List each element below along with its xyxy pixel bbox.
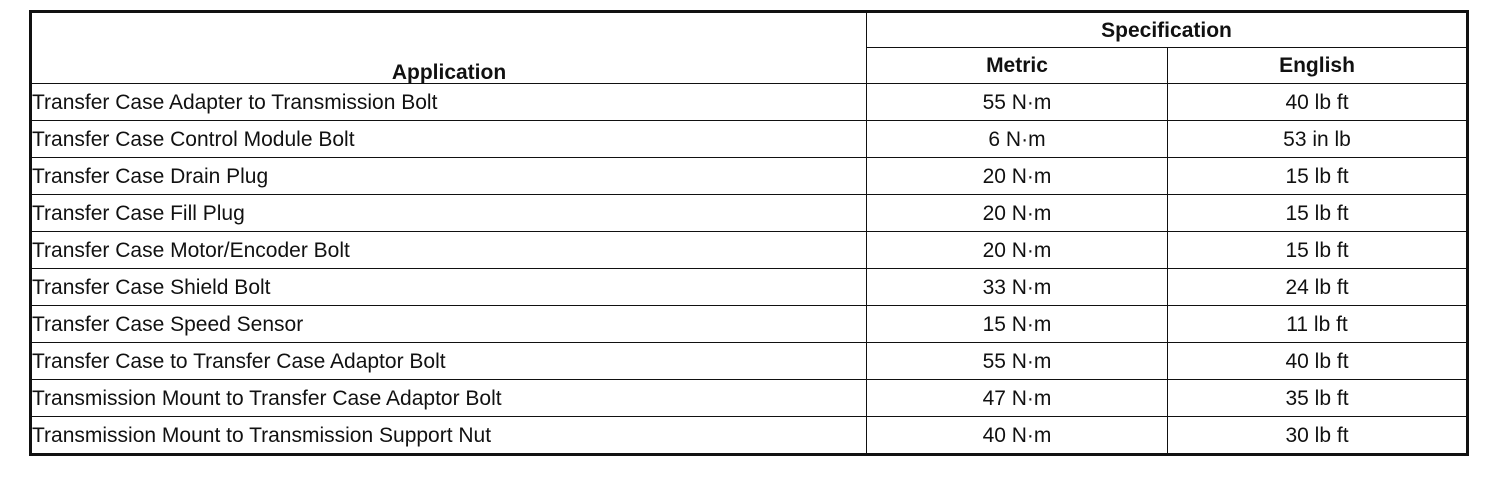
metric-cell: 6 N·m <box>867 121 1168 158</box>
english-cell: 40 lb ft <box>1168 343 1468 380</box>
table-row <box>31 232 1468 269</box>
metric-cell: 20 N·m <box>867 232 1168 269</box>
table-header <box>31 12 1468 84</box>
english-cell: 15 lb ft <box>1168 158 1468 195</box>
table-row <box>31 306 1468 343</box>
metric-cell: 55 N·m <box>867 84 1168 121</box>
table-row <box>31 269 1468 306</box>
header-english: English <box>1168 48 1468 84</box>
table-row <box>31 195 1468 232</box>
table-row <box>31 417 1468 455</box>
table-row <box>31 158 1468 195</box>
application-cell: Transmission Mount to Transmission Support Nut <box>31 417 867 455</box>
application-cell: Transfer Case Control Module Bolt <box>31 121 867 158</box>
header-application: Application <box>31 12 867 84</box>
table-row <box>31 121 1468 158</box>
english-cell: 53 in lb <box>1168 121 1468 158</box>
metric-cell: 40 N·m <box>867 417 1168 455</box>
english-cell: 15 lb ft <box>1168 232 1468 269</box>
metric-cell: 33 N·m <box>867 269 1168 306</box>
application-cell: Transfer Case Motor/Encoder Bolt <box>31 232 867 269</box>
header-metric: Metric <box>867 48 1168 84</box>
english-cell: 24 lb ft <box>1168 269 1468 306</box>
application-cell: Transfer Case Speed Sensor <box>31 306 867 343</box>
table-row <box>31 343 1468 380</box>
english-cell: 35 lb ft <box>1168 380 1468 417</box>
english-cell: 40 lb ft <box>1168 84 1468 121</box>
table-body <box>31 84 1468 455</box>
english-cell: 15 lb ft <box>1168 195 1468 232</box>
table-row <box>31 380 1468 417</box>
english-cell: 30 lb ft <box>1168 417 1468 455</box>
application-cell: Transfer Case Shield Bolt <box>31 269 867 306</box>
metric-cell: 20 N·m <box>867 158 1168 195</box>
metric-cell: 47 N·m <box>867 380 1168 417</box>
application-cell: Transfer Case Adapter to Transmission Bolt <box>31 84 867 121</box>
metric-cell: 20 N·m <box>867 195 1168 232</box>
english-cell: 11 lb ft <box>1168 306 1468 343</box>
header-specification: Specification <box>867 12 1468 48</box>
application-cell: Transfer Case to Transfer Case Adaptor Bolt <box>31 343 867 380</box>
metric-cell: 55 N·m <box>867 343 1168 380</box>
application-cell: Transfer Case Fill Plug <box>31 195 867 232</box>
fastener-spec-table <box>29 10 1469 456</box>
table-row <box>31 84 1468 121</box>
metric-cell: 15 N·m <box>867 306 1168 343</box>
application-cell: Transfer Case Drain Plug <box>31 158 867 195</box>
application-cell: Transmission Mount to Transfer Case Adaptor Bolt <box>31 380 867 417</box>
